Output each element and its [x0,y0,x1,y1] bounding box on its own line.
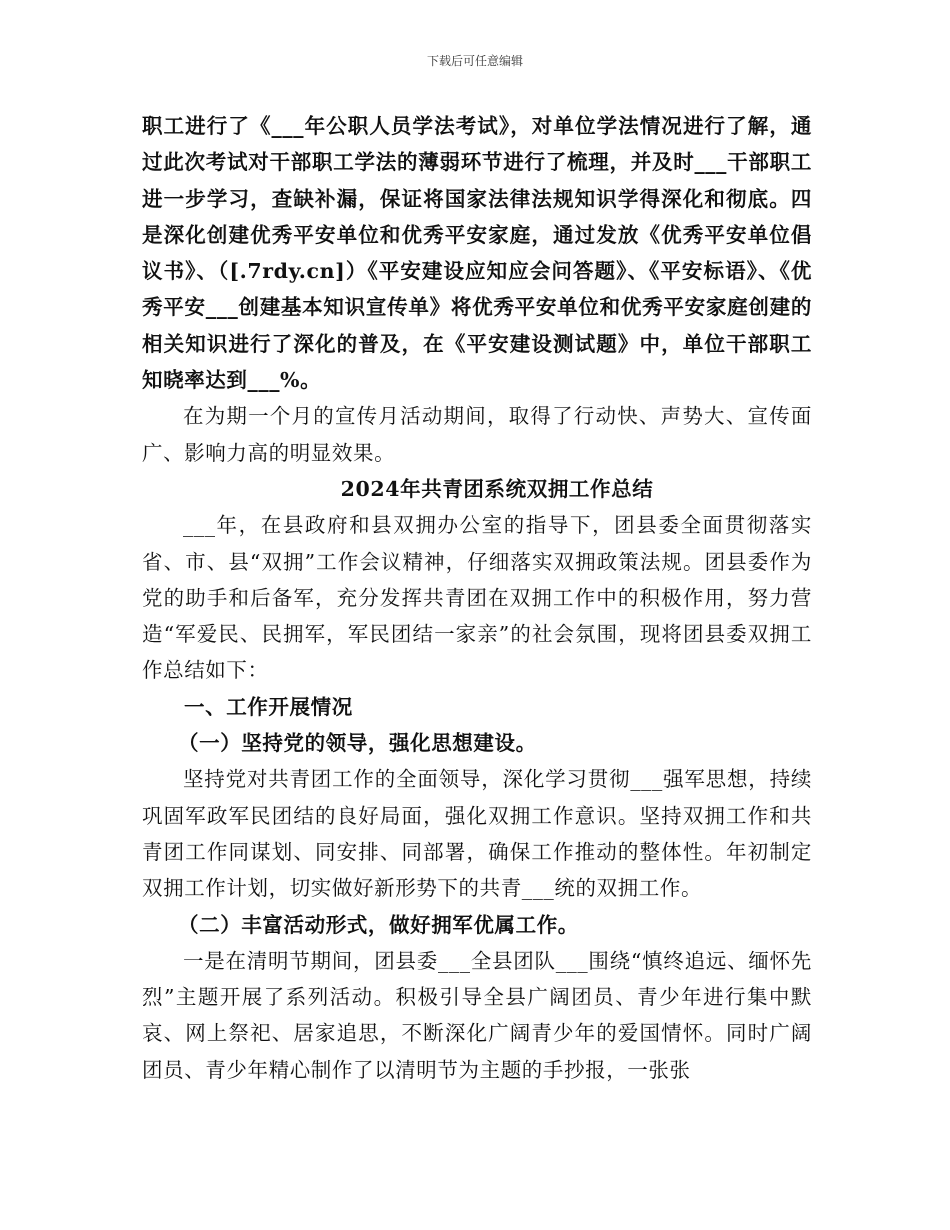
paragraph-1: 职工进行了《___年公职人员学法考试》，对单位学法情况进行了解，通过此次考试对干部职工学法的薄弱环节进行了梳理，并及时___干部职工进一步学习，查缺补漏，保证将国家法律法规知识学得深化和彻底。四是深化创建优秀平安单位和优秀平安家庭，通过发放《优秀平安单位倡议书》、（[.7rdy.cn]）《平安建设应知应会问答题》、《平安标语》、《优秀平安___创建基本知识宣传单》将优秀平安单位和优秀平安家庭创建的相关知识进行了深化的普及，在《平安建设测试题》中，单位干部职工知晓率达到___%。 [142,114,812,393]
section-heading-1: 一、工作开展情况 [184,694,353,719]
paragraph-2: 在为期一个月的宣传月活动期间，取得了行动快、声势大、宣传面广、影响力高的明显效果。 [142,404,812,465]
subsection-heading-2: （二）丰富活动形式，做好拥军优属工作。 [178,912,579,937]
paragraph-3: ___年，在县政府和县双拥办公室的指导下，团县委全面贯彻落实省、市、县“双拥”工作会议精神，仔细落实双拥政策法规。团县委作为党的助手和后备军，充分发挥共青团在双拥工作中的积极作用，努力营造“军爱民、民拥军，军民团结一家亲”的社会氛围，现将团县委双拥工作总结如下： [142,513,812,683]
document-body [142,108,812,1088]
paragraph-5: 一是在清明节期间，团县委___全县团队___围绕“慎终追远、缅怀先烈”主题开展了系列活动。积极引导全县广阔团员、青少年进行集中默哀、网上祭祀、居家追思，不断深化广阔青少年的爱国情怀。同时广阔团员、青少年精心制作了以清明节为主题的手抄报，一张张 [142,948,812,1082]
document-title: 2024年共青团系统双拥工作总结 [340,476,654,501]
subsection-heading-1: （一）坚持党的领导，强化思想建设。 [178,731,537,756]
paragraph-4: 坚持党对共青团工作的全面领导，深化学习贯彻___强军思想，持续巩固军政军民团结的良好局面，强化双拥工作意识。坚持双拥工作和共青团工作同谋划、同安排、同部署，确保工作推动的整体性。年初制定双拥工作计划，切实做好新形势下的共青___统的双拥工作。 [142,767,812,901]
page-header: 下载后可任意编辑 [426,54,523,68]
